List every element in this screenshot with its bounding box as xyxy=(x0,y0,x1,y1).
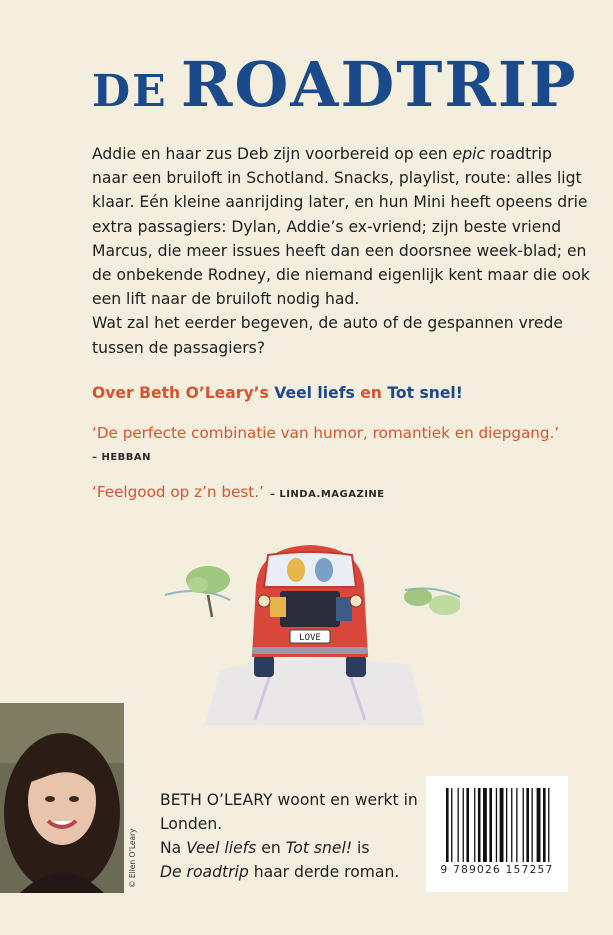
photo-credit: © Ellen O’Leary xyxy=(128,828,137,888)
review-quote-2: ‘Feelgood op z’n best.’ xyxy=(92,483,264,501)
author-bio xyxy=(160,788,420,884)
title-part-de: DE xyxy=(92,66,168,117)
barcode-bars xyxy=(426,776,568,866)
praise-prefix: Over Beth O’Leary’s xyxy=(92,384,275,402)
car-illustration xyxy=(160,525,460,725)
praise-book1: Veel liefs xyxy=(274,384,355,402)
barcode-bar xyxy=(478,788,481,862)
barcode-bar xyxy=(532,788,533,862)
bio-book1: Veel liefs xyxy=(186,839,257,857)
review-quote-1: ‘De perfecte combinatie van humor, romantiek en diepgang.’ xyxy=(92,424,560,442)
blurb xyxy=(92,142,592,360)
author-photo xyxy=(0,703,124,893)
bushes-right xyxy=(404,588,460,615)
barcode-bar xyxy=(526,788,529,862)
barcode-bar xyxy=(483,788,487,862)
license-plate: LOVE xyxy=(299,633,321,643)
barcode-bar xyxy=(458,788,459,862)
blurb-intro: Addie en haar zus Deb zijn voorbereid op een xyxy=(92,145,453,163)
barcode-bar xyxy=(496,788,497,862)
barcode-bar xyxy=(523,788,524,862)
bio-rest: woont en werkt in Londen. xyxy=(160,791,418,833)
barcode-bar xyxy=(446,788,449,862)
praise-and: en xyxy=(354,384,388,402)
bio-line-2 xyxy=(160,836,420,884)
blurb-rest: roadtrip naar een bruiloft in Schotland. Snacks, playlist, route: alles ligt klaar. Eén kleine aanrijding later, en hun Mini heeft opeens drie extra passagiers: Dylan, Addie’s ex-vriend; zijn beste vriend Marcus, die meer issues heeft dan een doorsnee week-blad; en de onbekende Rodney, die niemand eigenlijk kent maar die ook een lift naar de bruiloft nodig had. xyxy=(92,145,590,309)
book-title xyxy=(92,48,578,121)
isbn-number: 9 789026 157257 xyxy=(440,864,554,876)
bio-end: haar derde roman. xyxy=(248,863,400,881)
bio-na: Na xyxy=(160,839,187,857)
barcode-bar xyxy=(489,788,492,862)
bio-line-1 xyxy=(160,788,420,836)
blurb-question: Wat zal het eerder begeven, de auto of de gespannen vrede tussen de passagiers? xyxy=(92,314,564,357)
bio-title: De roadtrip xyxy=(160,863,249,881)
barcode-bar xyxy=(463,788,464,862)
barcode-bar xyxy=(511,788,512,862)
title-part-roadtrip: ROADTRIP xyxy=(180,48,578,121)
bio-book2: Tot snel! xyxy=(285,839,353,857)
barcode xyxy=(426,776,568,892)
barcode-bar xyxy=(451,788,452,862)
barcode-bar xyxy=(516,788,517,862)
red-mini-car xyxy=(252,545,368,677)
barcode-bar xyxy=(548,788,549,862)
barcode-bar xyxy=(537,788,541,862)
bio-en: en xyxy=(256,839,286,857)
review-source-2: – LINDA.MAGAZINE xyxy=(269,489,385,500)
tree-left xyxy=(165,566,230,617)
barcode-bar xyxy=(506,788,507,862)
praise-heading xyxy=(92,384,463,402)
praise-book2: Tot snel! xyxy=(387,384,463,402)
review-source-1: – HEBBAN xyxy=(92,452,152,463)
blurb-epic: epic xyxy=(452,145,486,163)
barcode-bar xyxy=(474,788,475,862)
barcode-bar xyxy=(466,788,469,862)
author-name: BETH O’LEARY xyxy=(160,791,273,809)
review-quote-2-line xyxy=(92,483,385,501)
bio-is: is xyxy=(352,839,370,857)
barcode-bar xyxy=(543,788,546,862)
barcode-bar xyxy=(500,788,504,862)
blurb-paragraph xyxy=(92,142,592,311)
